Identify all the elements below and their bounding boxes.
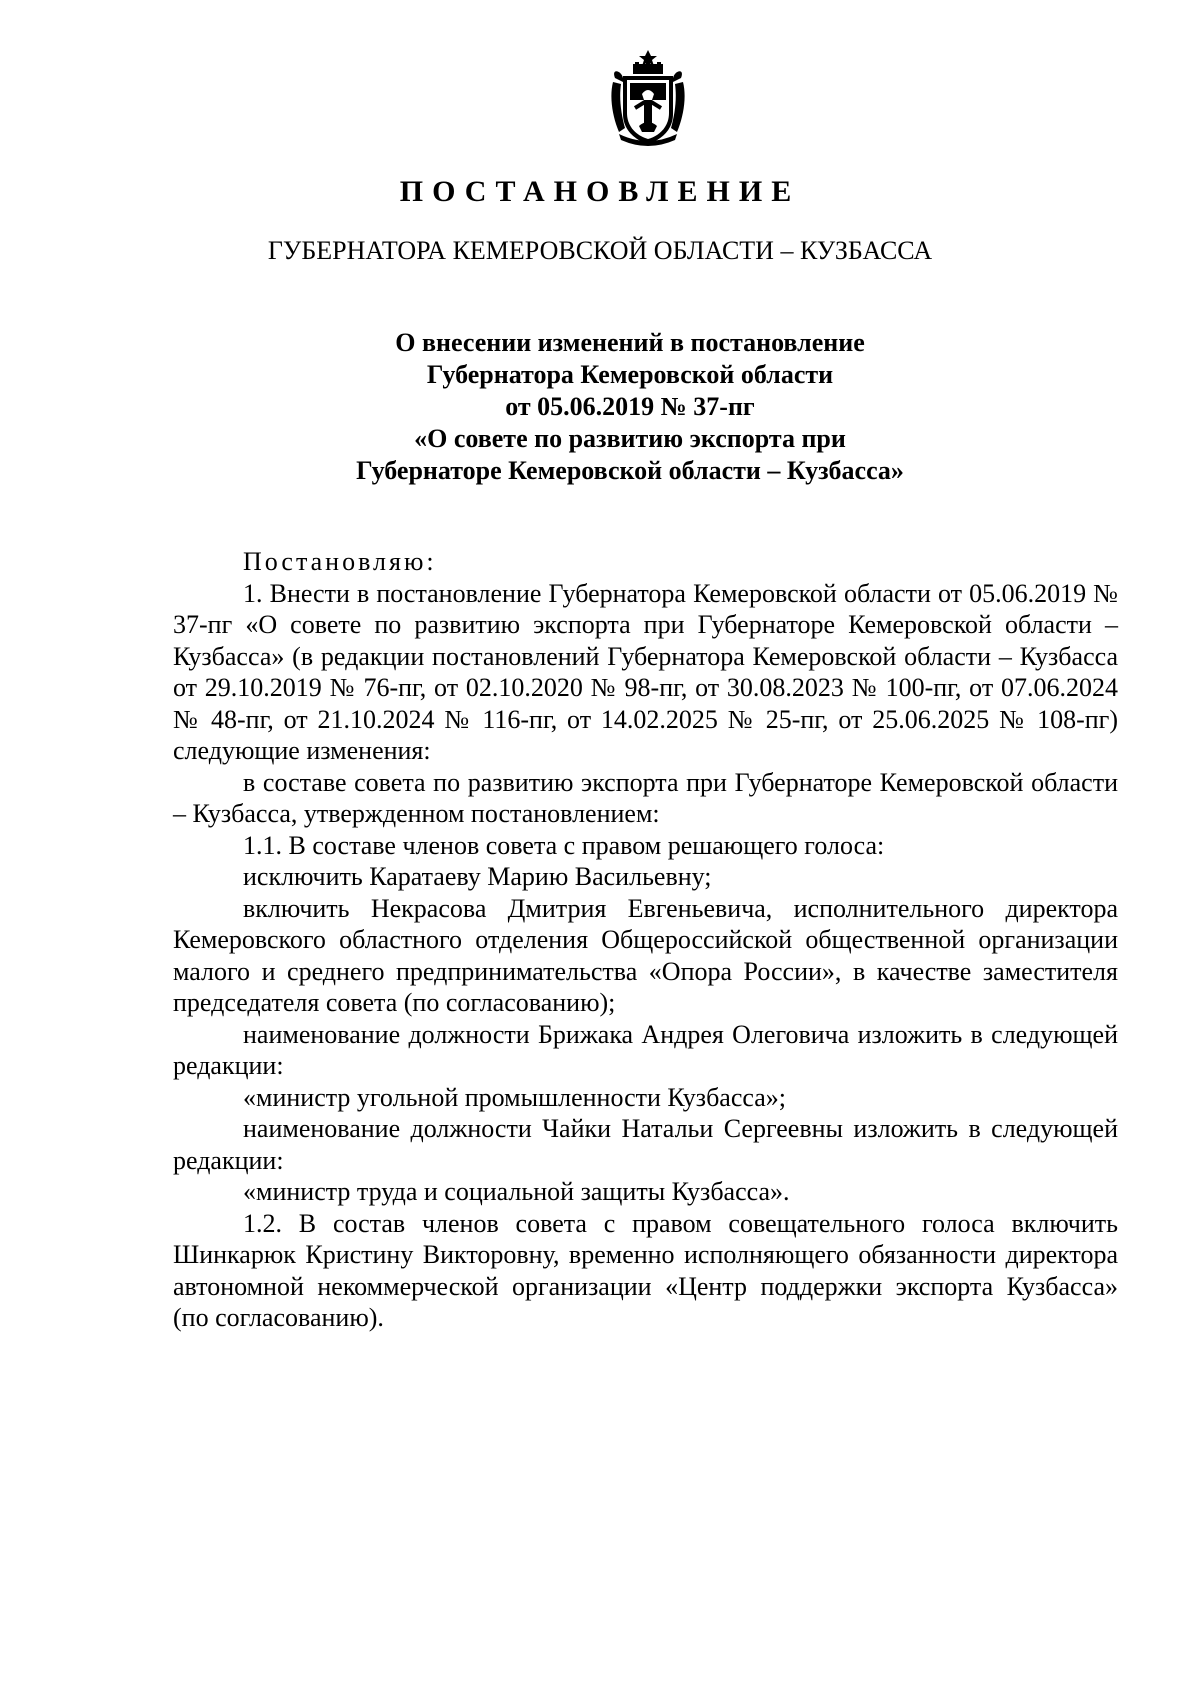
body-paragraph: «министр труда и социальной защиты Кузбасса». [243, 1177, 790, 1206]
document-type: ПОСТАНОВЛЕНИЕ [399, 175, 801, 208]
coat-of-arms-icon [609, 48, 687, 148]
document-title [240, 327, 1020, 487]
title-line: «О совете по развитию экспорта при [414, 424, 846, 453]
issuer-line: ГУБЕРНАТОРА КЕМЕРОВСКОЙ ОБЛАСТИ – КУЗБАССА [267, 236, 933, 265]
body-paragraph: включить Некрасова Дмитрия Евгеньевича, исполнительного директора Кемеровского областного отделения Общероссийской общественной организации малого и среднего предпринимательства «Опора России», в качестве заместителя председателя совета (по согласованию); [173, 893, 1118, 1017]
body-paragraph: «министр угольной промышленности Кузбасса»; [243, 1082, 787, 1112]
title-line: О внесении изменений в постановление [395, 328, 865, 357]
title-line: от 05.06.2019 № 37-пг [505, 392, 755, 421]
title-line: Губернаторе Кемеровской области – Кузбасса» [356, 456, 904, 485]
body-paragraph: в составе совета по развитию экспорта при Губернаторе Кемеровской области – Кузбасса, утвержденном постановлением: [173, 767, 1118, 828]
resolution-word: Постановляю: [243, 547, 437, 576]
body-paragraph: 1.2. В состав членов совета с правом совещательного голоса включить Шинкарюк Кристину Викторовну, временно исполняющего обязанности директора автономной некоммерческой организации «Центр поддержки экспорта Кузбасса» (по согласованию). [173, 1208, 1118, 1332]
document-body [173, 546, 1118, 1334]
body-paragraph: наименование должности Чайки Натальи Сергеевны изложить в следующей редакции: [173, 1114, 1118, 1175]
body-paragraph: наименование должности Брижака Андрея Олеговича изложить в следующей редакции: [173, 1019, 1118, 1080]
body-paragraph: исключить Каратаеву Марию Васильевну; [243, 862, 712, 891]
body-paragraph: 1. Внести в постановление Губернатора Кемеровской области от 05.06.2019 № 37-пг «О совете по развитию экспорта при Губернаторе Кемеровской области – Кузбасса» (в редакции постановлений Губернатора Кемеровской области – Кузбасса от 29.10.2019 № 76-пг, от 02.10.2020 № 98-пг, от 30.08.2023 № 100-пг, от 07.06.2024 № 48-пг, от 21.10.2024 № 116-пг, от 14.02.2025 № 25-пг, от 25.06.2025 № 108-пг) следующие изменения: [173, 578, 1118, 765]
body-paragraph: 1.1. В составе членов совета с правом решающего голоса: [243, 830, 885, 860]
title-line: Губернатора Кемеровской области [426, 360, 834, 389]
